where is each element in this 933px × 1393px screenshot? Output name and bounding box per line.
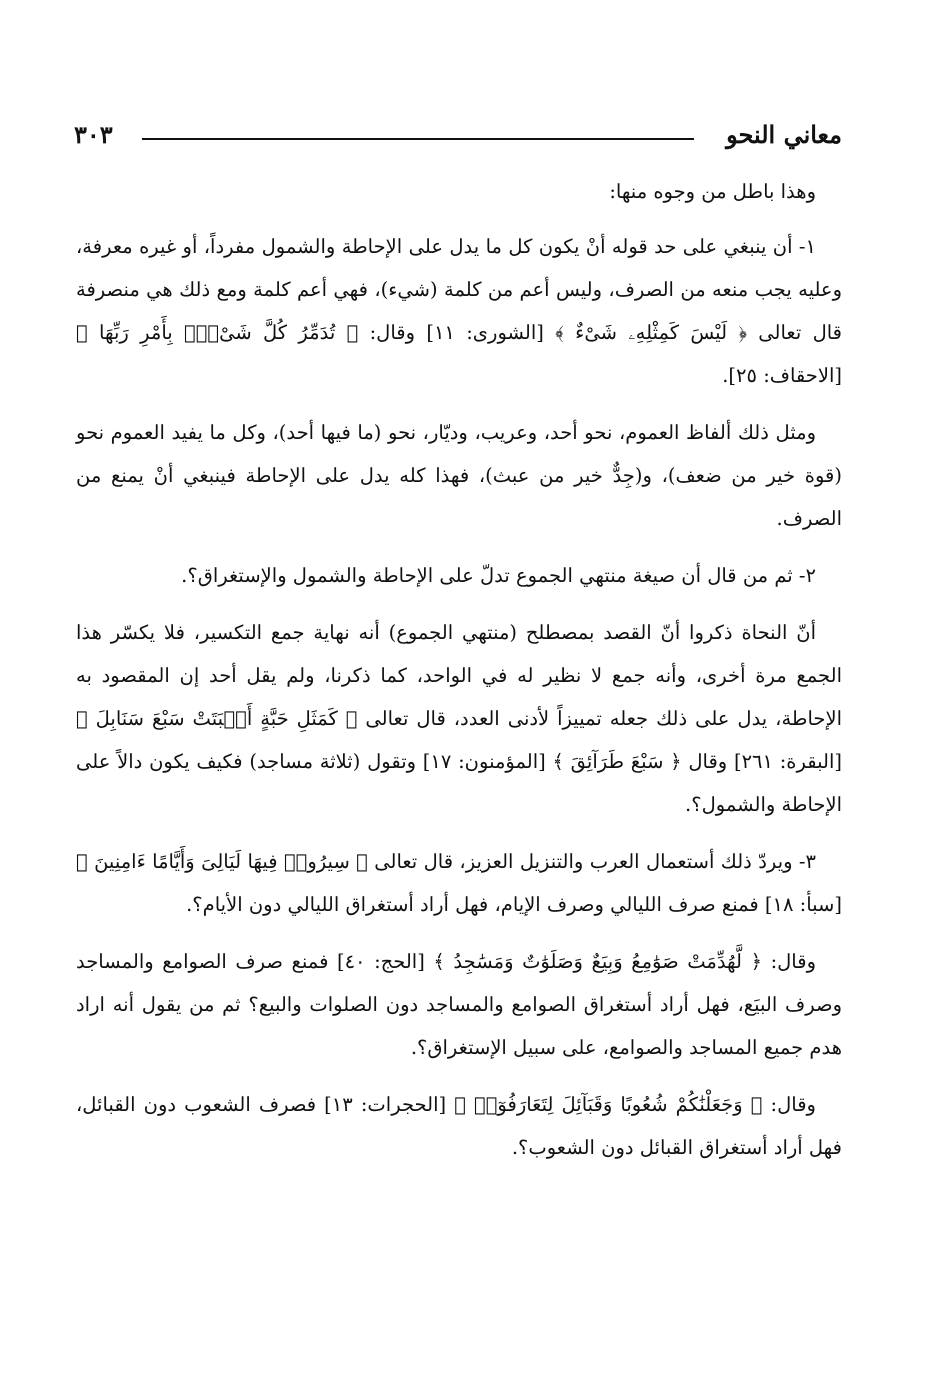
page-number: ٣٠٣ [74, 120, 113, 149]
running-title: معاني النحو [726, 120, 842, 149]
intro-line: وهذا باطل من وجوه منها: [609, 180, 816, 203]
page-header [74, 118, 842, 158]
paragraph-point-2: ٢- ثم من قال أن صيغة منتهي الجموع تدلّ على الإحاطة والشمول والإستغراق؟. [181, 564, 816, 587]
paragraph-hujurat-verse: وقال: ﴿ وَجَعَلْنَٰكُمْ شُعُوبًا وَقَبَآئِلَ لِتَعَارَفُوٓا۟ ﴾ [الحجرات: ١٣] فصرف الشعوب دون القبائل، فهل أراد أستغراق القبائل دون الشعوب؟. [76, 1093, 842, 1159]
header-rule [142, 138, 694, 140]
paragraph-hajj-verse: وقال: ﴿ لَّهُدِّمَتْ صَوَٰمِعُ وَبِيَعٌ وَصَلَوَٰتٌ وَمَسَٰجِدُ ﴾ [الحج: ٤٠] فمنع صرف الصوامع والمساجد وصرف البيَع، فهل أراد أستغراق الصوامع والمساجد دون الصلوات والبيع؟ ثم من يقول أنه اراد هدم جميع المساجد والصوامع، على سبيل الإستغراق؟. [76, 950, 842, 1059]
paragraph-grammarians: أنّ النحاة ذكروا أنّ القصد بمصطلح (منتهي الجموع) أنه نهاية جمع التكسير، فلا يكسّر هذا الجمع مرة أخرى، وأنه جمع لا نظير له في الواحد، كما ذكرنا، ولم يقل أحد إن المقصود به الإحاطة، يدل على ذلك جعله تمييزاً لأدنى العدد، قال تعالى ﴿ كَمَثَلِ حَبَّةٍ أَنۢبَتَتْ سَبْعَ سَنَابِلَ ﴾ [البقرة: ٢٦١] وقال ﴿ سَبْعَ طَرَآئِقَ ﴾ [المؤمنون: ١٧] وتقول (ثلاثة مساجد) فكيف يكون دالاً على الإحاطة والشمول؟. [76, 621, 843, 816]
paragraph-point-1: ١- أن ينبغي على حد قوله أنْ يكون كل ما يدل على الإحاطة والشمول مفرداً، أو غيره معرفة، وعليه يجب منعه من الصرف، وليس أعم من كلمة (شيء)، فهي أعم كلمة ومع ذلك هي منصرفة قال تعالى ﴿ لَيْسَ كَمِثْلِهِۦ شَىْءٌ ﴾ [الشورى: ١١] وقال: ﴿ تُدَمِّرُ كُلَّ شَىْءٍۭ بِأَمْرِ رَبِّهَا ﴾ [الاحقاف: ٢٥]. [76, 235, 842, 387]
paragraph-general-words: ومثل ذلك ألفاظ العموم، نحو أحد، وعريب، وديّار، نحو (ما فيها أحد)، وكل ما يفيد العموم نحو (قوة خير من ضعف)، و(جِدٌّ خير من عبث)، فهذا كله يدل على الإحاطة فينبغي أنْ يمنع من الصرف. [76, 421, 842, 530]
body-text [76, 170, 842, 1183]
paragraph-point-3: ٣- ويردّ ذلك أستعمال العرب والتنزيل العزيز، قال تعالى ﴿ سِيرُوا۟ فِيهَا لَيَالِىَ وَأَيَّامًا ءَامِنِينَ ﴾ [سبأ: ١٨] فمنع صرف الليالي وصرف الإيام، فهل أراد أستغراق الليالي دون الأيام؟. [76, 850, 842, 916]
